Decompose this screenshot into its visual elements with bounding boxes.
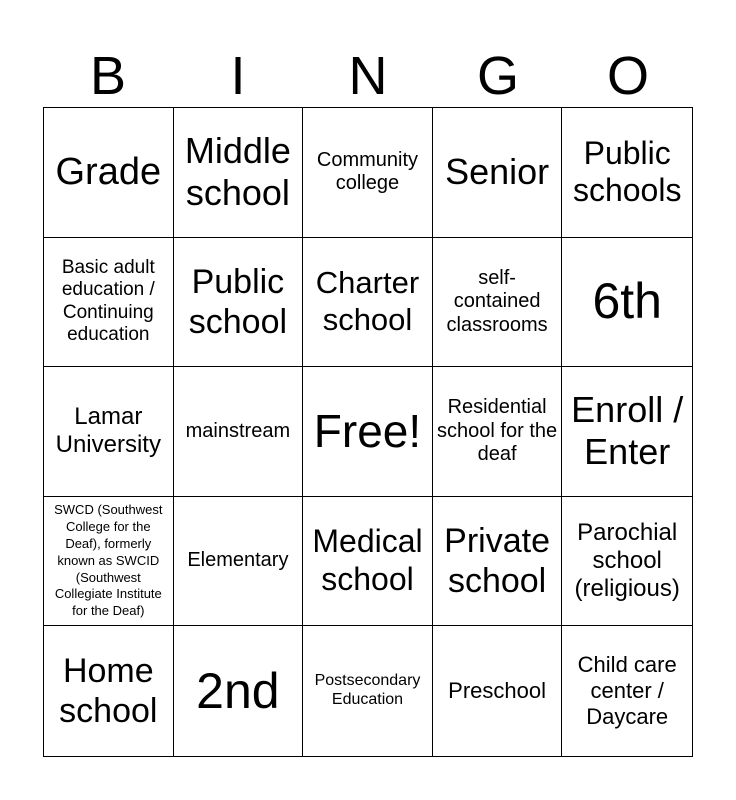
bingo-cell[interactable]: Charter school [303, 238, 433, 368]
bingo-cell[interactable]: Child care center / Daycare [577, 652, 677, 730]
header-letter-b: B [89, 46, 127, 106]
bingo-cell[interactable]: Public schools [562, 108, 692, 238]
bingo-cell[interactable]: self-contained classrooms [433, 238, 563, 368]
bingo-header [43, 46, 693, 106]
bingo-cell[interactable]: SWCD (Southwest College for the Deaf), formerly known as SWCID (Southwest Collegiate Institute for the Deaf) [44, 497, 174, 627]
bingo-cell[interactable]: Grade [44, 108, 174, 238]
bingo-cell[interactable]: Public school [174, 238, 304, 368]
bingo-cell[interactable]: 6th [562, 238, 692, 368]
header-letter-n: N [348, 46, 388, 106]
header-letter-i: I [230, 46, 246, 106]
bingo-cell[interactable]: Home school [44, 626, 174, 756]
header-letter-g: G [476, 46, 519, 106]
bingo-cell[interactable]: Parochial school (religious) [562, 497, 692, 627]
bingo-cell[interactable]: Senior [433, 108, 563, 238]
bingo-cell[interactable]: Basic adult education / Continuing education [44, 238, 174, 368]
bingo-cell[interactable]: Preschool [433, 626, 563, 756]
bingo-cell[interactable]: Postsecondary Education [303, 626, 433, 756]
bingo-cell[interactable]: Residential school for the deaf [433, 367, 563, 497]
free-space-cell[interactable]: Free! [303, 367, 433, 497]
bingo-cell[interactable]: Community college [303, 108, 433, 238]
bingo-cell[interactable]: Enroll / Enter [562, 367, 692, 497]
bingo-cell[interactable]: Elementary [174, 497, 304, 627]
bingo-cell[interactable]: 2nd [174, 626, 304, 756]
bingo-cell[interactable]: Lamar University [44, 367, 174, 497]
bingo-cell[interactable]: mainstream [174, 367, 304, 497]
bingo-cell[interactable]: Medical school [303, 497, 433, 627]
bingo-card-grid [43, 107, 693, 757]
header-letter-o: O [606, 46, 649, 106]
bingo-cell[interactable]: Middle school [174, 108, 304, 238]
bingo-cell[interactable]: Private school [433, 497, 563, 627]
